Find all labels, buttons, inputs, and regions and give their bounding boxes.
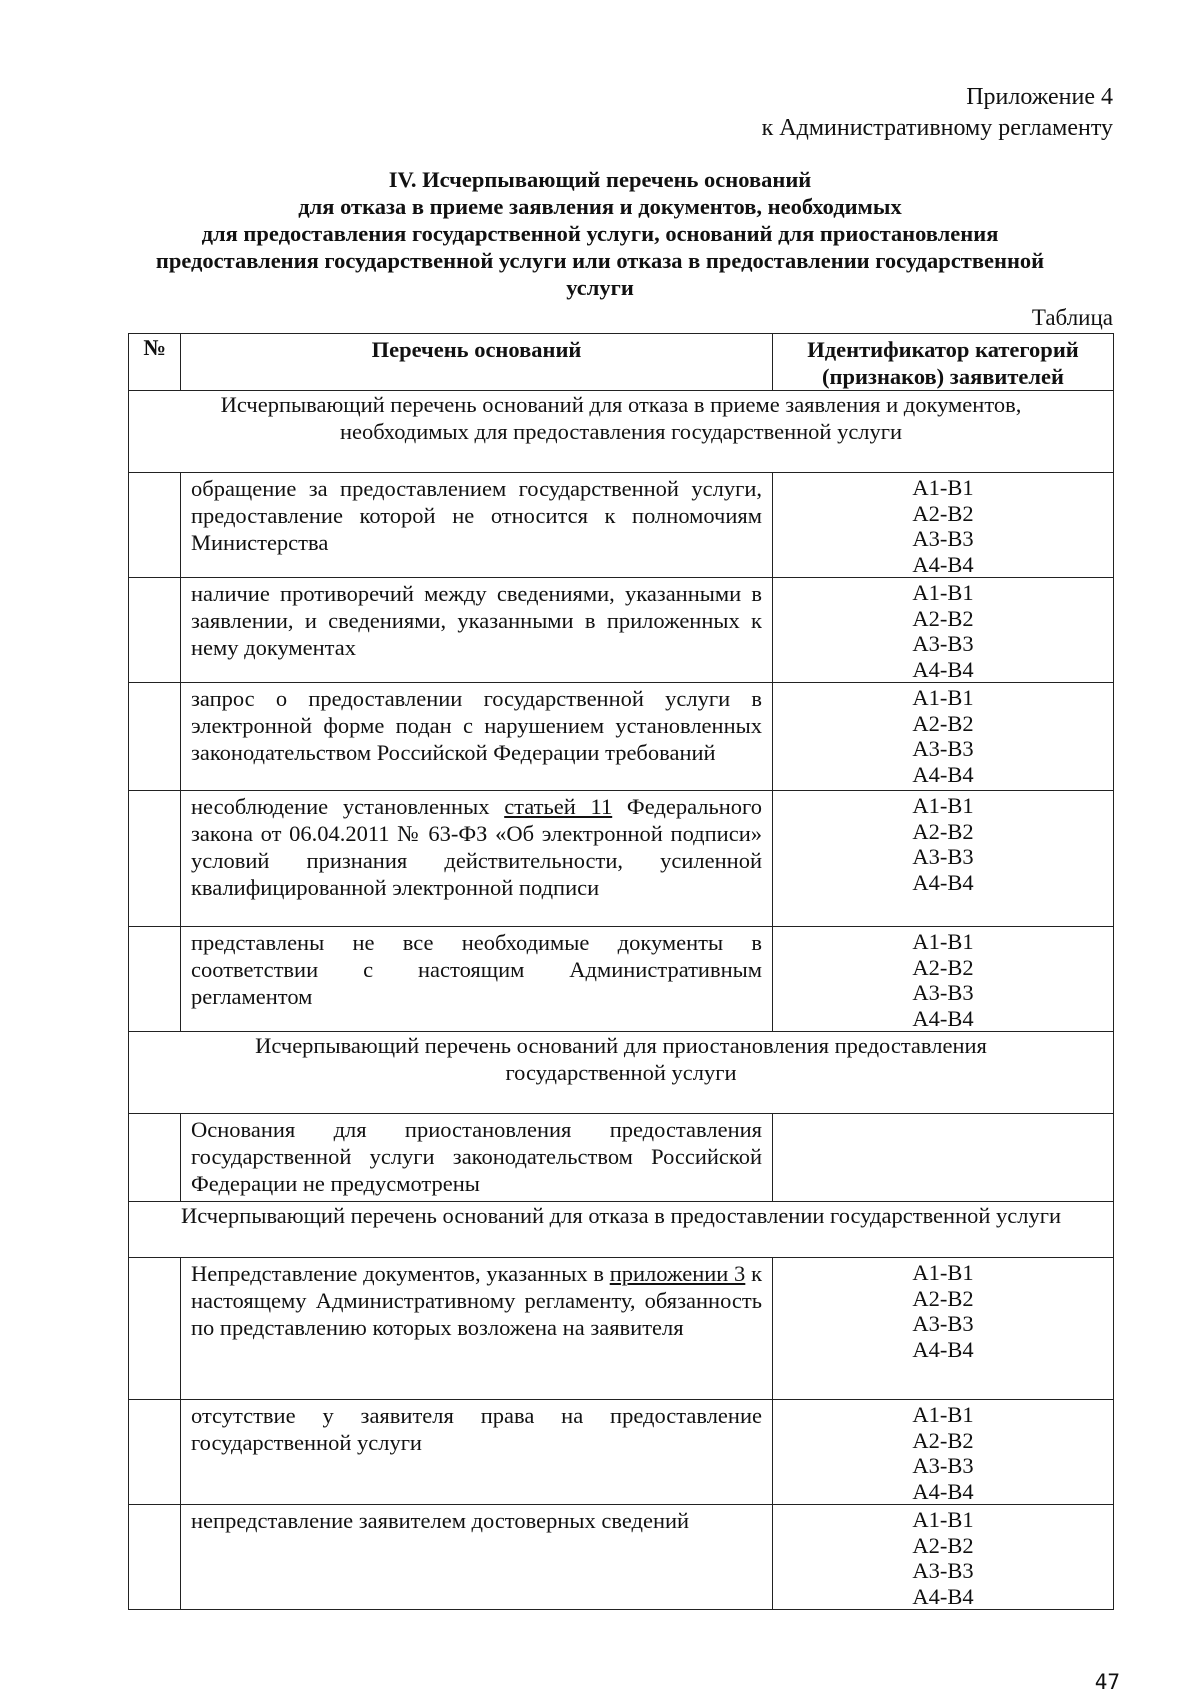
id-code: А1-В1 [912, 1260, 974, 1285]
table-row [129, 791, 1114, 927]
row-number-cell [129, 1505, 181, 1610]
reason-cell [181, 1258, 773, 1400]
reason-text-before-link: Непредставление документов, указанных в [191, 1261, 610, 1286]
document-title [110, 166, 1090, 301]
id-code: А4-В4 [912, 1336, 974, 1362]
id-code: А2-В2 [912, 1427, 974, 1453]
row-number-cell [129, 1258, 181, 1400]
title-line-1: IV. Исчерпывающий перечень оснований [388, 167, 812, 192]
appendix-line-2: к Административному регламенту [761, 115, 1113, 141]
id-code: А1-В1 [912, 1507, 974, 1532]
header-ids-line-1: Идентификатор категорий [807, 337, 1079, 362]
header-ids [773, 334, 1114, 391]
table-caption: Таблица [1031, 305, 1113, 330]
table-row [129, 1114, 1114, 1202]
table-header-row [129, 334, 1114, 391]
title-line-4: предоставления государственной услуги или отказа в предоставлении государственной [155, 248, 1045, 273]
id-code: А3-В3 [912, 1558, 974, 1583]
id-code: А4-В4 [912, 551, 974, 577]
ids-cell [773, 1505, 1114, 1610]
id-code: А2-В2 [912, 1285, 974, 1311]
ids-cell [773, 927, 1114, 1032]
row-number-cell [129, 473, 181, 578]
ids-cell [773, 1258, 1114, 1400]
page-number: 47 [1094, 1670, 1120, 1694]
table-row [129, 473, 1114, 578]
id-code: А3-В3 [912, 1311, 974, 1336]
id-code: А2-В2 [912, 1532, 974, 1558]
section-1-title [129, 391, 1114, 473]
reason-cell: обращение за предоставлением государственной услуги, предоставление которой не относится к полномочиям Министерства [181, 473, 773, 578]
reason-text-after-link: Федерального закона от 06.04.2011 № 63-ФЗ «Об электронной подписи» условий признания действительности, усиленной квалифицированной электронной подписи [191, 794, 762, 900]
row-number-cell [129, 927, 181, 1032]
row-number-cell [129, 683, 181, 791]
table-row [129, 1400, 1114, 1505]
section-1-line-2: необходимых для предоставления государственной услуги [339, 419, 903, 444]
row-number-cell [129, 1114, 181, 1202]
id-code: А2-В2 [912, 500, 974, 526]
id-code: А2-В2 [912, 710, 974, 736]
header-num: № [129, 334, 181, 391]
ids-cell [773, 791, 1114, 927]
id-code: А1-В1 [912, 1402, 974, 1427]
ids-cell [773, 473, 1114, 578]
title-line-3: для предоставления государственной услуги, оснований для приостановления [201, 221, 999, 246]
id-code: А3-В3 [912, 844, 974, 869]
reason-cell: отсутствие у заявителя права на предоставление государственной услуги [181, 1400, 773, 1505]
header-ids-line-2: (признаков) заявителей [821, 364, 1064, 389]
id-code: А1-В1 [912, 580, 974, 605]
id-code: А2-В2 [912, 605, 974, 631]
section-2-line-2: государственной услуги [505, 1060, 737, 1085]
reason-cell: запрос о предоставлении государственной услуги в электронной форме подан с нарушением установленных законодательством Российской Федерации требований [181, 683, 773, 791]
section-3-title [129, 1202, 1114, 1258]
id-code: А2-В2 [912, 818, 974, 844]
table-row [129, 578, 1114, 683]
id-code: А4-В4 [912, 869, 974, 895]
title-line-2: для отказа в приеме заявления и документов, необходимых [298, 194, 902, 219]
ids-cell [773, 578, 1114, 683]
reason-text-after-link: к настоящему Административному регламенту, обязанность по представлению которых возложена на заявителя [191, 1261, 762, 1340]
table-row [129, 1505, 1114, 1610]
row-number-cell [129, 1400, 181, 1505]
reason-cell: наличие противоречий между сведениями, указанными в заявлении, и сведениями, указанными в приложенных к нему документах [181, 578, 773, 683]
article-11-link[interactable]: статьей 11 [504, 794, 613, 819]
row-number-cell [129, 791, 181, 927]
row-number-cell [129, 578, 181, 683]
reason-cell: представлены не все необходимые документы в соответствии с настоящим Административным регламентом [181, 927, 773, 1032]
id-code: А3-В3 [912, 736, 974, 761]
id-code: А4-В4 [912, 1583, 974, 1609]
appendix-line-1: Приложение 4 [966, 84, 1113, 110]
id-code: А4-В4 [912, 1478, 974, 1504]
ids-cell [773, 1114, 1114, 1202]
ids-cell [773, 1400, 1114, 1505]
section-header-row [129, 1032, 1114, 1114]
header-reasons: Перечень оснований [181, 334, 773, 391]
id-code: А3-В3 [912, 631, 974, 656]
table-row [129, 1258, 1114, 1400]
section-header-row [129, 1202, 1114, 1258]
grounds-table [128, 333, 1114, 1610]
appendix-reference [513, 82, 1113, 144]
id-code: А3-В3 [912, 980, 974, 1005]
id-code: А4-В4 [912, 1005, 974, 1031]
section-2-title [129, 1032, 1114, 1114]
id-code: А4-В4 [912, 761, 974, 787]
id-code: А4-В4 [912, 656, 974, 682]
ids-cell [773, 683, 1114, 791]
appendix-3-link[interactable]: приложении 3 [609, 1261, 746, 1286]
id-code: А2-В2 [912, 954, 974, 980]
table-row [129, 927, 1114, 1032]
reason-cell [181, 791, 773, 927]
id-code: А3-В3 [912, 1453, 974, 1478]
reason-cell: непредставление заявителем достоверных сведений [181, 1505, 773, 1610]
reason-cell: Основания для приостановления предоставления государственной услуги законодательством Российской Федерации не предусмотрены [181, 1114, 773, 1202]
section-1-line-1: Исчерпывающий перечень оснований для отказа в приеме заявления и документов, [220, 392, 1022, 417]
id-code: А1-В1 [912, 685, 974, 710]
section-3-line-1: Исчерпывающий перечень оснований для отказа в предоставлении государственной услуги [180, 1203, 1062, 1228]
id-code: А1-В1 [912, 475, 974, 500]
section-header-row [129, 391, 1114, 473]
reason-text-before-link: несоблюдение установленных [191, 794, 505, 819]
id-code: А1-В1 [912, 929, 974, 954]
id-code: А1-В1 [912, 793, 974, 818]
title-line-5: услуги [566, 275, 634, 300]
section-2-line-1: Исчерпывающий перечень оснований для приостановления предоставления [255, 1033, 987, 1058]
id-code: А3-В3 [912, 526, 974, 551]
table-row [129, 683, 1114, 791]
